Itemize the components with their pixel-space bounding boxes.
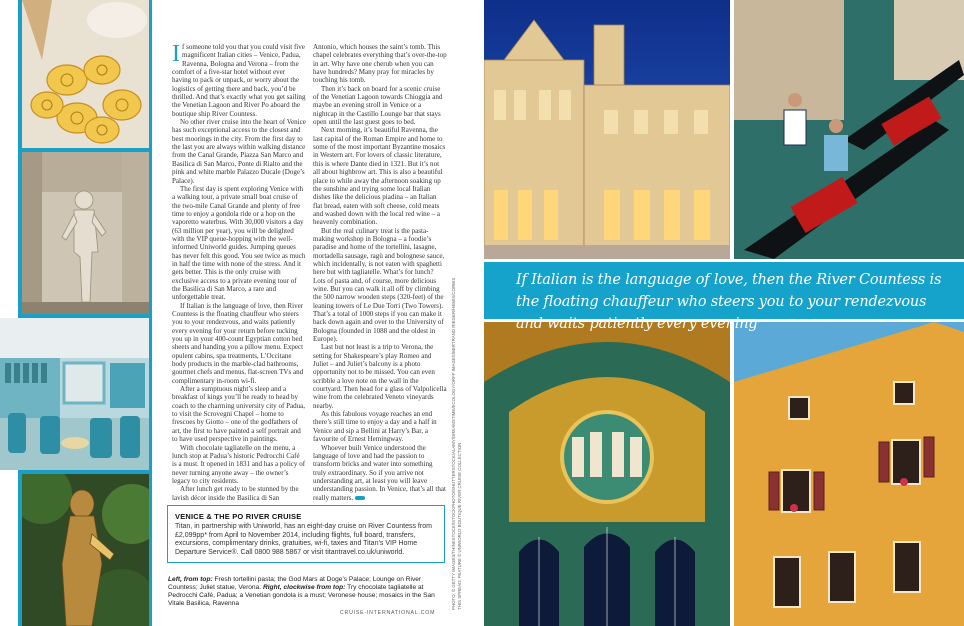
photo-credit-line: PHOTO: © GETTY IMAGES/THINKSTOCK/ISTOCKPHOTO/SHUTTERSTOCK/ALAMY/DREAMSTIME/ECOLOGY/ORFF IMAGES/BERTRAND RIEGER/HEMIS/CORBIS [451,277,456,610]
article-paragraph: Whoever built Venice understood the language of love and had the passion to transform bricks and water into something truly extraordinary. So if you arrive not understanding art, at least you will leave understanding passion. In Venice, that’s all that really matters. [313,443,446,502]
article-paragraph: After lunch get ready to be stunned by the lavish décor inside the Basilica di San [172,485,299,502]
article-paragraph: No other river cruise into the heart of Venice has such exceptional access to the closest and best moorings in the city. From the first day to the last you are always within walking distance from the Canal Grande, Piazza San Marco and Basilica di San Marco, Ponte di Rialto and the pink and white marble Palazzo Ducale (Doge’s Palace). [172,118,306,185]
juliet-statue-photo [22,474,149,626]
article-paragraph: Next morning, it’s beautiful Ravenna, the last capital of the Roman Empire and home to some of the most important Byzantine mosaics in Western art. For lovers of classic literature, this is where Dante died in 1321. But it’s not all about highbrow art. This is also a beautiful place to while away the afternoon soaking up the sunshine and trying some local Italian dishes like the delicious piadina – an Italian flat bread, eaten with soft cheese, cold meats and washed down with the local red wine – a heavenly combination. [313,126,446,227]
article-paragraph: The first day is spent exploring Venice with a walking tour, a private small boat cruise of the two-mile Canal Grande and plenty of free time to enjoy a gondola ride or a hop on the vaporetto waterbus. With 30,000 visitors a day (63 million per year), you will be delighted with the VIP queue-hopping with the well-informed Uniworld guides. Jumping queues has never felt this good. You see twice as much in half the time with none of the stress. And it gets better. This is the only cruise with exclusive access to a private evening tour of the Basilica di San Marco, a rare and unforgettable treat. [172,184,306,302]
page-footer-url: CRUISE-INTERNATIONAL.COM [340,610,436,616]
article-paragraph: After a sumptuous night’s sleep and a breakfast of kings you’ll be ready to head by coach to the charming university city of Padua, to visit the Scrovegni Chapel – home to frescoes by Giotto – one of the godfathers of art, the first to have painted a self portrait and to have used perspective in paintings. [172,385,306,444]
article-paragraph: As this fabulous voyage reaches an end there’s still time to enjoy a day and a half in Venice and sip a Bellini at Harry’s Bar, a favourite of Ernest Hemingway. [313,410,437,444]
san-vitale-mosaic-photo [484,322,730,626]
tortellini-photo [22,0,149,148]
drop-cap: I [172,41,180,67]
photo-credit-line: THIS SPREAD: FEATURE © UNIWORLD BOUTIQUE RIVER CRUISE COLLECTION [457,442,462,610]
info-box-title: VENICE & THE PO RIVER CRUISE [175,512,302,521]
veronese-house-photo [734,322,964,626]
pedrocchi-cafe-photo [484,0,730,259]
pull-quote: If Italian is the language of love, then the River Countess is the floating chauffeur who steers you to your rendezvous and waits patiently every evening [516,272,942,332]
photo-caption: Left, from top: Fresh tortellini pasta; the God Mars at Doge’s Palace; Lounge on River Countess; Juliet statue, Verona. Right, clockwise from top: Try chocolate tagliatelle at Pedrocchi Café, Padua; a Venetian gondola is a must; Veronese house; mosaics in the San Vitale Basilica, Ravenna [168,576,435,607]
caption-lead-right: Right, clockwise from top: [261,583,346,591]
end-mark-icon [355,496,365,500]
article-paragraph: If someone told you that you could visit five magnificent Italian cities – Venice, Padua, Ravenna, Bologna and Verona – from the comfort of a five-star hotel without ever having to pack or unpack, or worry about the logistics of getting there and back, you’d be thrilled. And that’s exactly what you get sailing the Venetian Lagoon and River Po aboard the boutique ship River Countess. [172,41,306,118]
caption-lead-left: Left, from top: [168,576,213,583]
god-mars-statue-photo [22,152,149,314]
article-paragraph: Then it’s back on board for a scenic cruise of the Venetian Lagoon towards Chioggia and maybe an evening stroll in Venice or a nightcap in the Castillo Lounge bar that stays open until the last guest goes to bed. [313,84,443,127]
info-box-body: Titan, in partnership with Uniworld, has an eight-day cruise on River Countess from £2,099pp* from April to November 2014, including flights, full board, transfers, excursions, complimentary drinks, gratuities, wi-fi, taxes and Titan’s VIP Home Departure Service®. Call 0800 988 5867 or visit titantravel.co.uk/uniworld. [175,523,432,556]
river-countess-lounge-photo [0,318,149,470]
article-paragraph: Last but not least is a trip to Verona, the setting for Shakespeare’s play Romeo and Juliet – and Juliet’s balcony is a photo opportunity not to be missed. You can even scribble a love note on the wall in the courtyard. Then head for a glass of Valpolicella wine from the celebrated Veneto vineyards nearby. [313,343,447,410]
cruise-info-box [167,505,445,563]
article-column-1 [172,43,306,502]
article-paragraph: Antonio, which houses the saint’s tomb. This chapel celebrates everything that’s over-the-top in art. Why have one cherub when you can have hundreds? Many pray for miracles by touching his tomb. [313,43,447,85]
photo-credit [451,277,471,610]
venetian-gondola-photo [734,0,964,259]
article-paragraph: But the real culinary treat is the pasta-making workshop in Bologna – a foodie’s paradise and home of the tortellini, lasagne, mortadella sausage, ragù and bolognese sauce, which incidentally, is not eaten with spaghetti here but with tagliatelle. What’s for lunch? Lots of pasta and, of course, more delicious wine. But you can walk it all off by climbing the 500 narrow wooden steps (320-feet) of the leaning towers of Le Due Torri (Two Towers). That’s a total of 1000 steps if you can make it back down again and over to the University of Bologna (founded in 1088 and the oldest in Europe). [313,226,445,344]
article-paragraph: With chocolate tagliatelle on the menu, a lunch stop at Padua’s historic Pedrocchi Café is a must. It opened in 1831 and has a policy of never turning anyone away – the owner’s legacy to city residents. [172,443,306,485]
article-column-2 [313,43,447,502]
article-paragraph: If Italian is the language of love, then River Countess is the floating chauffeur who steers you to your rendezvous, and waits patiently every evening for your return before tucking you up in your 400-count Egyptian cotton bed sheets and handing you a pillow menu. Expect opulent cabins, spa treatments, L’Occitane body products in the marble-clad bathrooms, gourmet chefs and menus, flat-screen TVs and complimentary in-room wi-fi. [172,301,304,385]
